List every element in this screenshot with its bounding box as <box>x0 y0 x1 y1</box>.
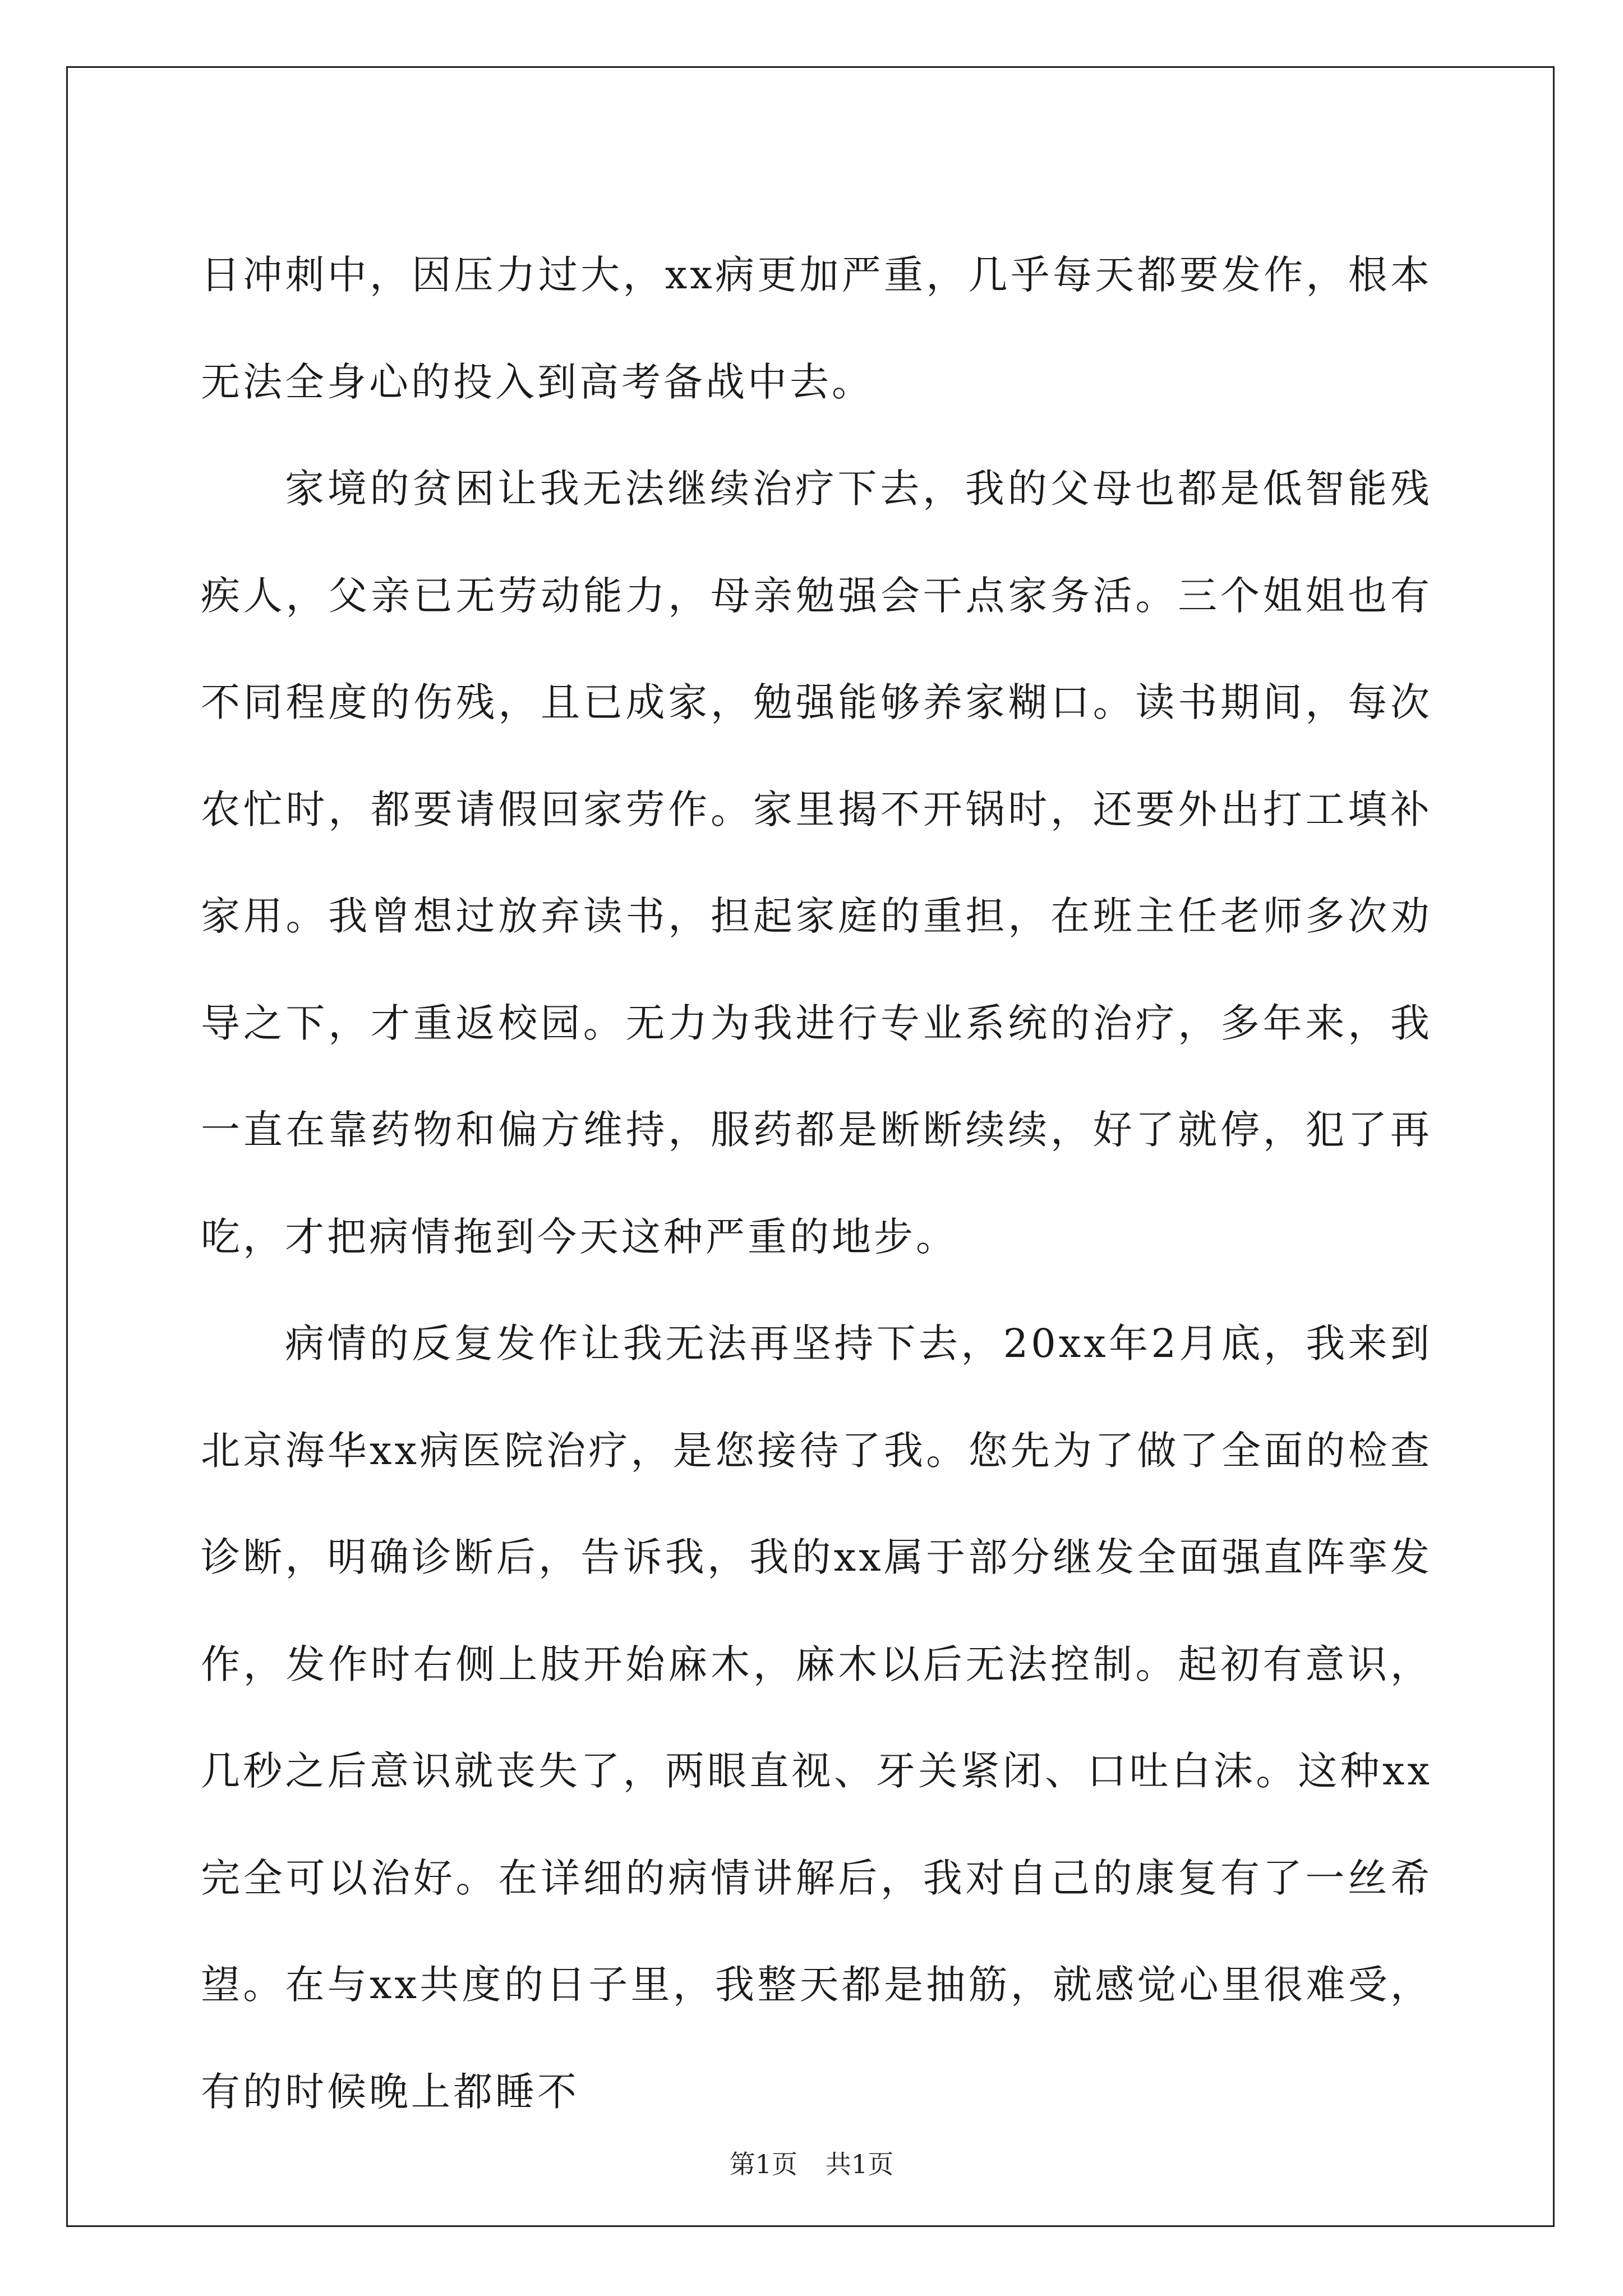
paragraph-3: 病情的反复发作让我无法再坚持下去，20xx年2月底，我来到北京海华xx病医院治疗，是您接待了我。您先为了做了全面的检查诊断，明确诊断后，告诉我，我的xx属于部分继发全面强直阵挛发作，发作时右侧上肢开始麻木，麻木以后无法控制。起初有意识，几秒之后意识就丧失了，两眼直视、牙关紧闭、口吐白沫。这种xx完全可以治好。在详细的病情讲解后，我对自己的康复有了一丝希望。在与xx共度的日子里，我整天都是抽筋，就感觉心里很难受，有的时候晚上都睡不 <box>201 1320 1432 2115</box>
page-number: 第1页 <box>729 2149 797 2179</box>
page-footer <box>0 2147 1623 2181</box>
paragraph-2: 家境的贫困让我无法继续治疗下去，我的父母也都是低智能残疾人，父亲已无劳动能力，母亲勉强会干点家务活。三个姐姐也有不同程度的伤残，且已成家，勉强能够养家糊口。读书期间，每次农忙时，都要请假回家劳作。家里揭不开锅时，还要外出打工填补家用。我曾想过放弃读书，担起家庭的重担，在班主任老师多次劝导之下，才重返校园。无力为我进行专业系统的治疗，多年来，我一直在靠药物和偏方维持，服药都是断断续续，好了就停，犯了再吃，才把病情拖到今天这种严重的地步。 <box>201 466 1432 1260</box>
paragraph-1: 日冲刺中，因压力过大，xx病更加严重，几乎每天都要发作，根本无法全身心的投入到高考备战中去。 <box>201 252 1432 405</box>
document-body <box>201 222 1432 2145</box>
page-total: 共1页 <box>826 2149 894 2179</box>
